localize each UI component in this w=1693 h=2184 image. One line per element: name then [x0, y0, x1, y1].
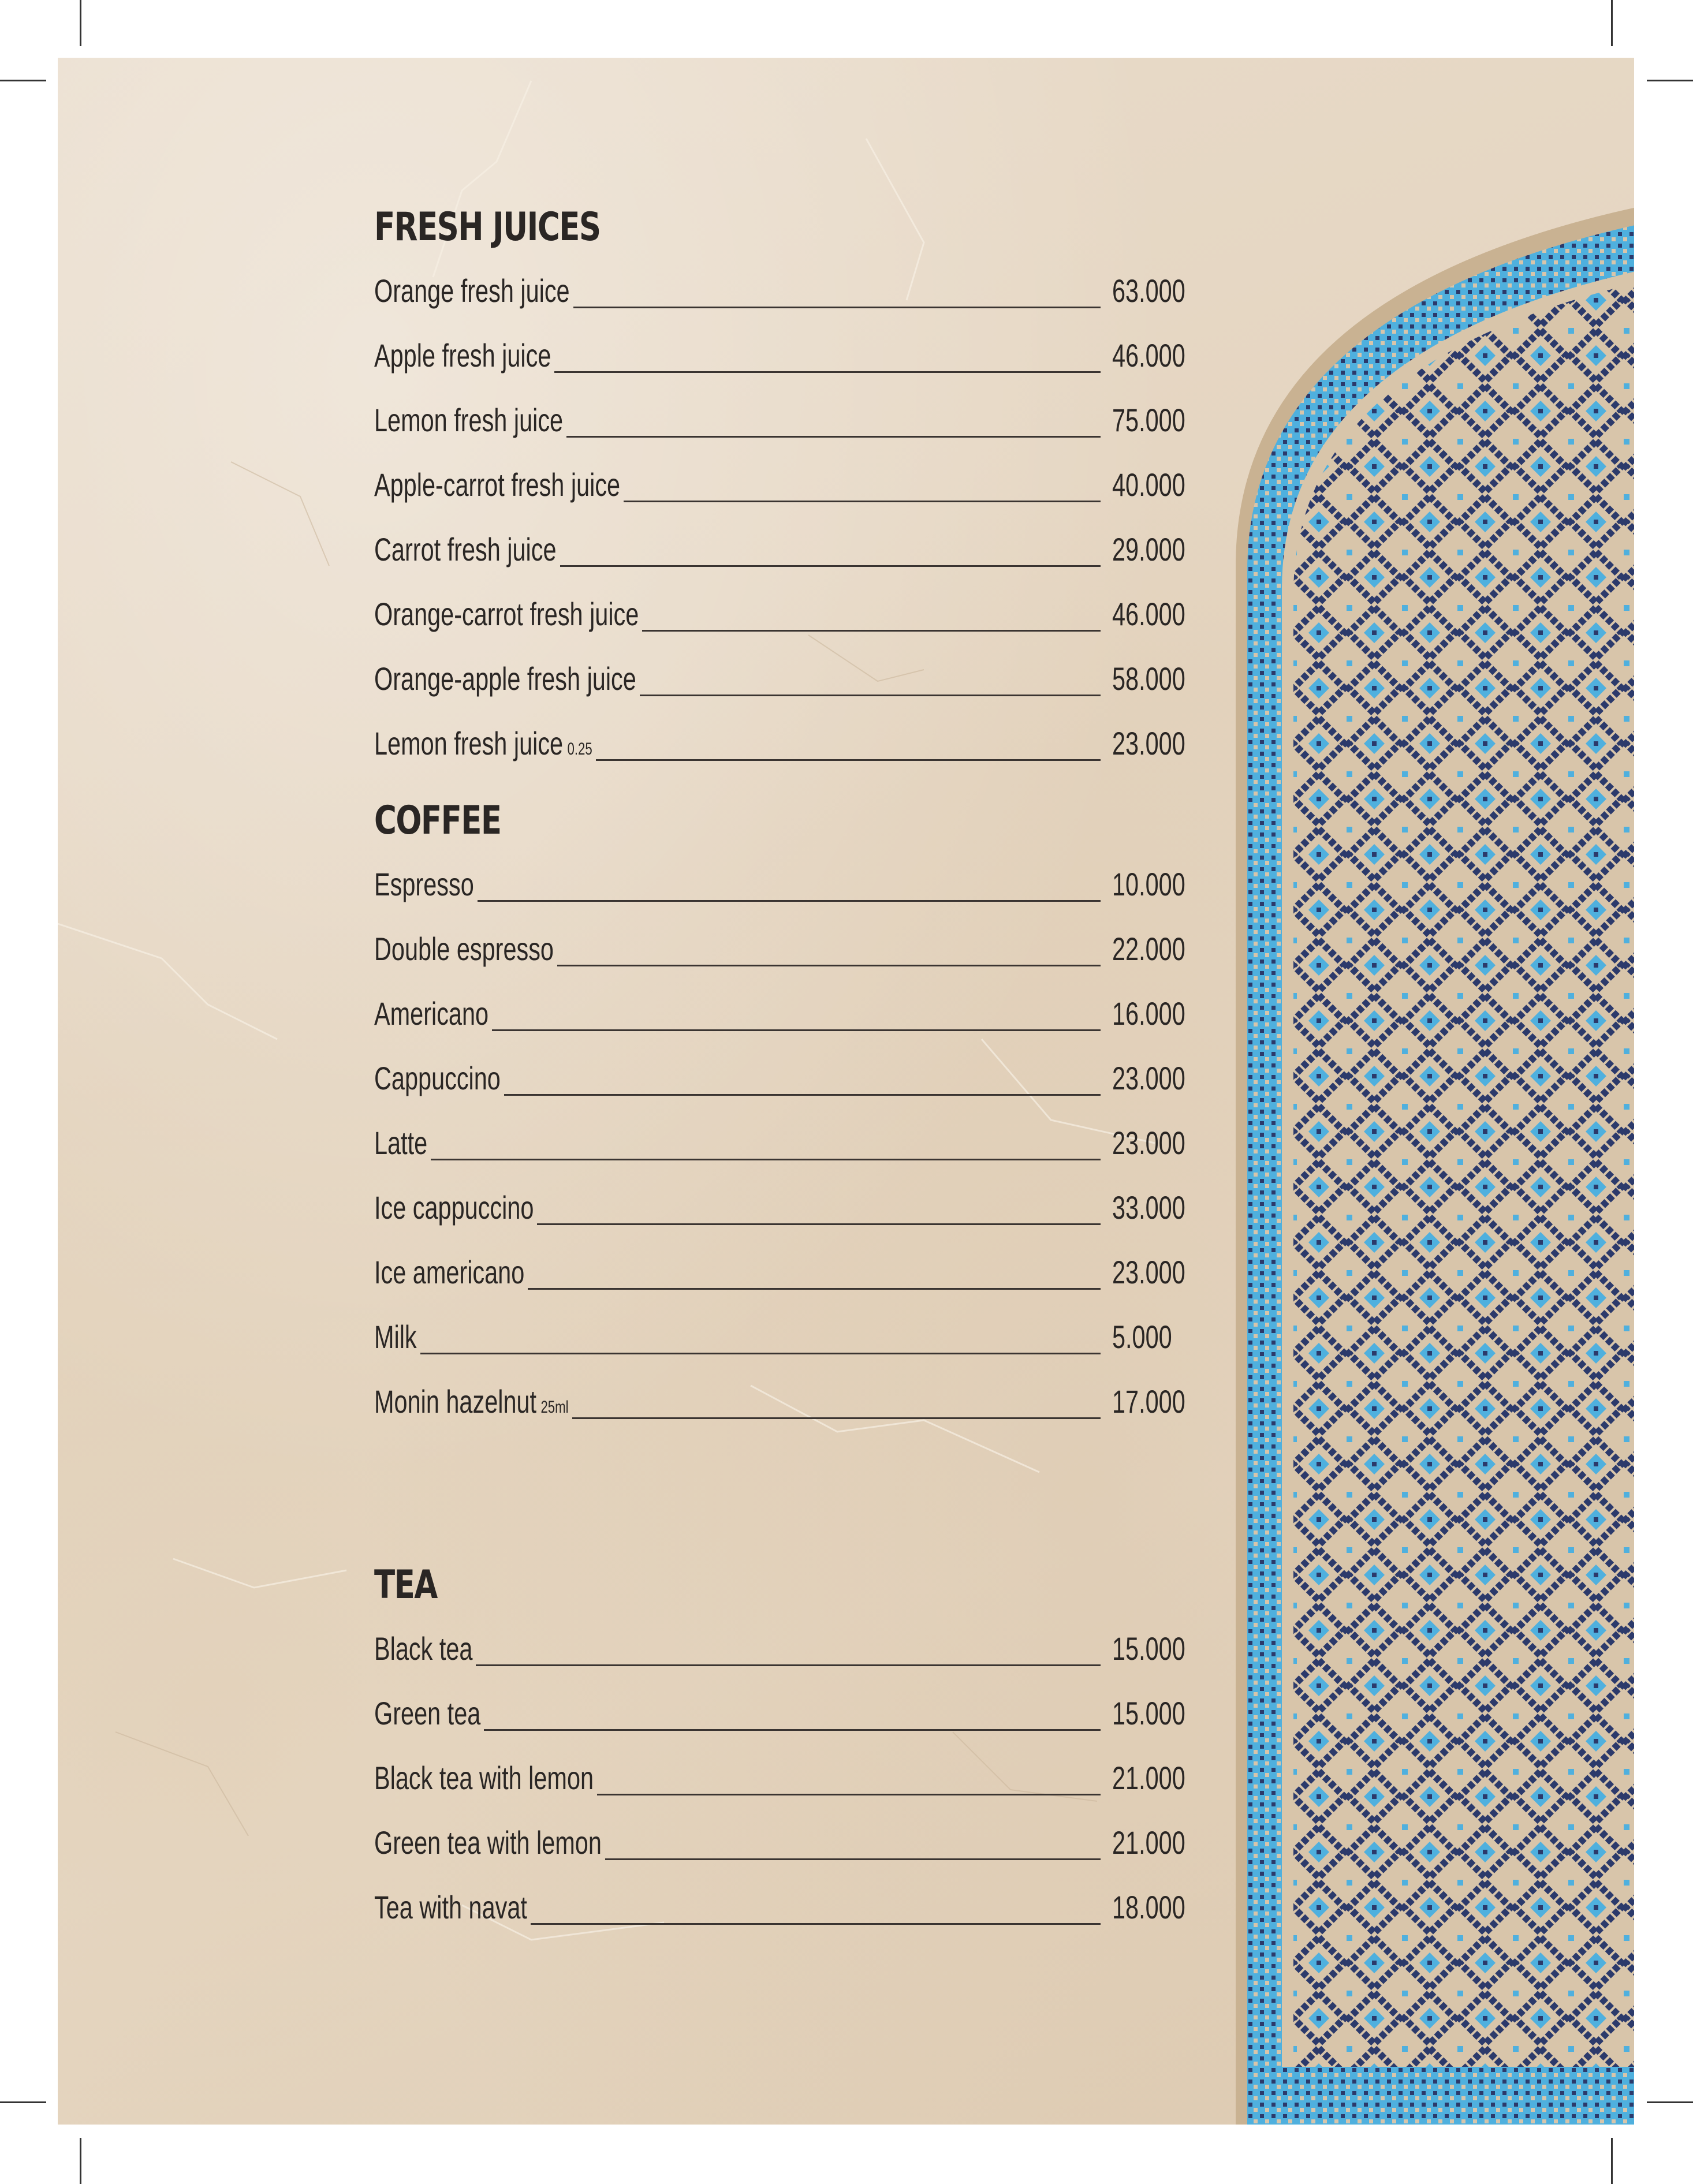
menu-item-price: 46.000: [1112, 337, 1185, 374]
menu-item: [374, 1311, 1194, 1375]
menu-item-name-text: Monin hazelnut: [374, 1383, 537, 1420]
menu-item-name: [374, 1321, 417, 1353]
menu-item-name: [374, 660, 636, 697]
menu-item-name-text: Green tea with lemon: [374, 1824, 602, 1861]
menu-item-name-text: Tea with navat: [374, 1889, 527, 1925]
crop-mark: [80, 2138, 81, 2184]
menu-item: [374, 1881, 1194, 1946]
menu-item: [374, 987, 1194, 1052]
menu-item-size: 0.25: [567, 740, 592, 759]
menu-item-name: [374, 339, 551, 372]
menu-item-price: 23.000: [1112, 1254, 1185, 1290]
menu-item: [374, 588, 1194, 652]
menu-content: [374, 203, 1194, 1946]
menu-item-name-text: Lemon fresh juice: [374, 402, 564, 438]
menu-item-price: 15.000: [1112, 1630, 1185, 1667]
menu-item: [374, 458, 1194, 523]
dotted-leader: [572, 1417, 1101, 1419]
menu-item-price: 15.000: [1112, 1695, 1185, 1731]
menu-item-name: [374, 404, 563, 436]
menu-item-name-text: Ice americano: [374, 1254, 525, 1290]
dotted-leader: [597, 1794, 1101, 1795]
dotted-leader: [560, 565, 1101, 567]
menu-item-price: 23.000: [1112, 1060, 1185, 1096]
menu-item-name-text: Orange-carrot fresh juice: [374, 596, 639, 632]
menu-item-name: [374, 1697, 480, 1730]
menu-item-name: [374, 727, 592, 760]
menu-item-price: 23.000: [1112, 1125, 1185, 1161]
menu-item: [374, 1687, 1194, 1752]
menu-item: [374, 329, 1194, 394]
dotted-leader: [476, 1664, 1101, 1666]
crop-mark: [0, 80, 46, 81]
menu-item-name-text: Orange-apple fresh juice: [374, 660, 636, 697]
menu-item: [374, 1375, 1194, 1440]
menu-item-name-text: Lemon fresh juice: [374, 725, 564, 761]
menu-item-name: [374, 868, 474, 901]
menu-item-name: [374, 466, 621, 503]
menu-item-name: [374, 1189, 534, 1226]
crop-mark: [80, 0, 81, 46]
dotted-leader: [596, 759, 1101, 761]
menu-item-name: [374, 598, 639, 630]
dotted-leader: [566, 436, 1101, 438]
menu-item-name-text: Milk: [374, 1319, 417, 1355]
menu-item-name-text: Latte: [374, 1125, 428, 1161]
menu-item: [374, 523, 1194, 588]
menu-item-price: 40.000: [1112, 466, 1185, 503]
menu-item-price: 21.000: [1112, 1824, 1185, 1861]
menu-item: [374, 923, 1194, 987]
menu-item-name-text: Ice cappuccino: [374, 1189, 534, 1226]
dotted-leader: [573, 307, 1101, 308]
menu-item-size: 25ml: [540, 1398, 569, 1417]
mosaic-arch-decoration: [1236, 162, 1634, 2125]
dotted-leader: [504, 1094, 1101, 1096]
menu-item-name: [374, 1630, 473, 1667]
dotted-leader: [642, 630, 1101, 632]
crop-mark: [1647, 80, 1693, 81]
section-title: TEA: [374, 1562, 437, 1608]
menu-item-name-text: Green tea: [374, 1695, 481, 1731]
dotted-leader: [624, 501, 1101, 502]
dotted-leader: [484, 1729, 1101, 1731]
menu-item-name: [374, 995, 489, 1032]
menu-item-name-text: Orange fresh juice: [374, 272, 570, 309]
menu-item-name-text: Apple-carrot fresh juice: [374, 466, 621, 503]
menu-item: [374, 652, 1194, 717]
menu-item-name: [374, 533, 557, 566]
menu-item-name-text: Black tea with lemon: [374, 1760, 594, 1796]
menu-item-price: 22.000: [1112, 931, 1185, 967]
dotted-leader: [420, 1353, 1101, 1354]
menu-item-price: 58.000: [1112, 660, 1185, 697]
menu-item-price: 75.000: [1112, 402, 1185, 438]
dotted-leader: [640, 695, 1101, 696]
menu-item: [374, 1117, 1194, 1181]
crop-mark: [1611, 0, 1613, 46]
menu-item: [374, 264, 1194, 329]
menu-item: [374, 1052, 1194, 1117]
menu-item-price: 23.000: [1112, 725, 1185, 761]
menu-item-name: [374, 272, 570, 309]
crop-mark: [0, 2101, 46, 2103]
menu-item-price: 18.000: [1112, 1889, 1185, 1925]
menu-item-price: 46.000: [1112, 596, 1185, 632]
section-title: FRESH JUICES: [374, 204, 601, 250]
crop-mark: [1611, 2138, 1613, 2184]
menu-item-name: [374, 933, 554, 965]
section-title: COFFEE: [374, 798, 501, 843]
menu-item-name: [374, 1062, 501, 1095]
menu-item: [374, 394, 1194, 458]
menu-item-name: [374, 1762, 594, 1794]
menu-item: [374, 1816, 1194, 1881]
menu-item-price: 21.000: [1112, 1760, 1185, 1796]
dotted-leader: [492, 1029, 1101, 1031]
dotted-leader: [431, 1159, 1101, 1160]
menu-item: [374, 1181, 1194, 1246]
menu-item-name: [374, 1891, 527, 1924]
menu-page: [58, 58, 1634, 2125]
menu-item-name-text: Black tea: [374, 1630, 473, 1667]
menu-item-name: [374, 1127, 427, 1159]
menu-item: [374, 858, 1194, 923]
dotted-leader: [554, 371, 1101, 373]
menu-item: [374, 717, 1194, 782]
menu-item-name-text: Cappuccino: [374, 1060, 501, 1096]
menu-item-name: [374, 1824, 602, 1861]
menu-item-price: 63.000: [1112, 272, 1185, 309]
menu-item-name-text: Carrot fresh juice: [374, 531, 557, 568]
menu-item: [374, 1752, 1194, 1816]
menu-item-price: 17.000: [1112, 1383, 1185, 1420]
dotted-leader: [557, 965, 1101, 966]
menu-item-name: [374, 1256, 524, 1289]
dotted-leader: [531, 1923, 1101, 1925]
menu-item-name-text: Americano: [374, 995, 489, 1032]
dotted-leader: [605, 1858, 1101, 1860]
menu-item-price: 29.000: [1112, 531, 1185, 568]
menu-item-price: 10.000: [1112, 866, 1185, 902]
menu-item-price: 16.000: [1112, 995, 1185, 1032]
menu-item-name-text: Apple fresh juice: [374, 337, 551, 374]
menu-item-price: 33.000: [1112, 1189, 1185, 1226]
menu-item-name: [374, 1383, 569, 1420]
menu-item-name-text: Double espresso: [374, 931, 554, 967]
dotted-leader: [528, 1288, 1101, 1290]
menu-item-price: 5.000: [1112, 1319, 1172, 1355]
crop-mark: [1647, 2101, 1693, 2103]
dotted-leader: [537, 1223, 1101, 1225]
dotted-leader: [478, 900, 1101, 902]
menu-item: [374, 1246, 1194, 1311]
menu-item-name-text: Espresso: [374, 866, 474, 902]
menu-item: [374, 1622, 1194, 1687]
